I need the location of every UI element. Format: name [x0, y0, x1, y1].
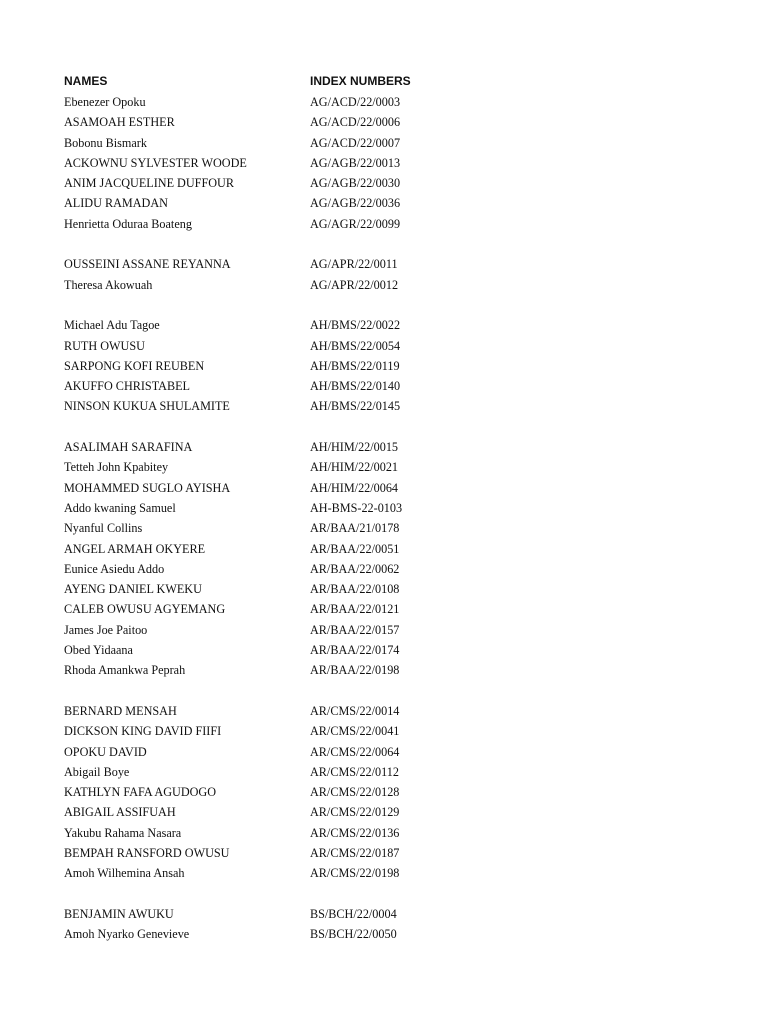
index-number: AR/CMS/22/0041: [310, 724, 400, 739]
student-name: RUTH OWUSU: [64, 338, 145, 353]
student-name: AYENG DANIEL KWEKU: [64, 582, 202, 597]
index-number: AR/CMS/22/0014: [310, 703, 400, 718]
index-number: AR/CMS/22/0064: [310, 744, 400, 759]
student-name: Abigail Boye: [64, 764, 130, 779]
student-name: NINSON KUKUA SHULAMITE: [64, 399, 230, 414]
index-number: AH/BMS/22/0022: [310, 318, 401, 333]
table-row: [64, 92, 584, 112]
table-row: [64, 356, 584, 376]
table-row: [64, 599, 584, 619]
group-spacer: [64, 234, 584, 254]
student-name: Amoh Nyarko Genevieve: [64, 927, 190, 942]
student-list: [64, 92, 584, 944]
student-name: Henrietta Oduraa Boateng: [64, 216, 192, 231]
index-number: AH/BMS/22/0140: [310, 379, 401, 394]
table-row: [64, 579, 584, 599]
table-row: [64, 904, 584, 924]
index-number: AR/BAA/22/0062: [310, 561, 400, 576]
index-number: AR/CMS/22/0187: [310, 845, 400, 860]
table-row: [64, 518, 584, 538]
student-name: Rhoda Amankwa Peprah: [64, 663, 186, 678]
table-row: [64, 823, 584, 843]
table-row: [64, 133, 584, 153]
index-number: AR/CMS/22/0198: [310, 866, 400, 881]
table-row: [64, 559, 584, 579]
student-name: Theresa Akowuah: [64, 277, 153, 292]
table-row: [64, 336, 584, 356]
table-row: [64, 701, 584, 721]
table-row: [64, 802, 584, 822]
index-number: AR/BAA/22/0157: [310, 622, 400, 637]
table-row: [64, 721, 584, 741]
student-name: ACKOWNU SYLVESTER WOODE: [64, 155, 247, 170]
student-name: MOHAMMED SUGLO AYISHA: [64, 480, 231, 495]
student-name: BENJAMIN AWUKU: [64, 906, 174, 921]
student-name: Tetteh John Kpabitey: [64, 460, 169, 475]
table-row: [64, 478, 584, 498]
table-row: [64, 863, 584, 883]
group-spacer: [64, 681, 584, 701]
student-name: BERNARD MENSAH: [64, 703, 177, 718]
student-name: Eunice Asiedu Addo: [64, 561, 165, 576]
table-row: [64, 742, 584, 762]
table-row: [64, 315, 584, 335]
student-name: ALIDU RAMADAN: [64, 196, 168, 211]
student-name: Obed Yidaana: [64, 643, 133, 658]
student-name: ANGEL ARMAH OKYERE: [64, 541, 206, 556]
index-number: AG/AGB/22/0013: [310, 155, 401, 170]
table-row: [64, 437, 584, 457]
table-row: [64, 843, 584, 863]
student-name: KATHLYN FAFA AGUDOGO: [64, 785, 217, 800]
table-row: [64, 193, 584, 213]
table-row: [64, 660, 584, 680]
table-row: [64, 762, 584, 782]
student-name: OUSSEINI ASSANE REYANNA: [64, 257, 231, 272]
index-number: AR/BAA/21/0178: [310, 521, 400, 536]
table-header: [64, 72, 584, 90]
index-numbers-column-header: INDEX NUMBERS: [310, 74, 411, 88]
index-number: AR/BAA/22/0121: [310, 602, 400, 617]
table-row: [64, 457, 584, 477]
student-name: ASAMOAH ESTHER: [64, 115, 175, 130]
table-row: [64, 173, 584, 193]
index-number: AH/BMS/22/0119: [310, 358, 400, 373]
index-number: AR/CMS/22/0136: [310, 825, 400, 840]
index-number: AH/HIM/22/0021: [310, 460, 399, 475]
table-row: [64, 112, 584, 132]
index-number: AG/APR/22/0011: [310, 257, 398, 272]
table-row: [64, 498, 584, 518]
group-spacer: [64, 417, 584, 437]
index-number: AR/CMS/22/0112: [310, 764, 399, 779]
table-row: [64, 539, 584, 559]
student-name: Amoh Wilhemina Ansah: [64, 866, 185, 881]
index-number: BS/BCH/22/0050: [310, 927, 397, 942]
index-number: AR/BAA/22/0108: [310, 582, 400, 597]
index-number: AG/AGB/22/0036: [310, 196, 401, 211]
student-name: Yakubu Rahama Nasara: [64, 825, 182, 840]
index-number: AG/AGB/22/0030: [310, 176, 401, 191]
index-number: AR/CMS/22/0129: [310, 805, 400, 820]
table-row: [64, 924, 584, 944]
index-number: AH/BMS/22/0145: [310, 399, 401, 414]
index-number: AG/AGR/22/0099: [310, 216, 401, 231]
index-number: AR/BAA/22/0174: [310, 643, 400, 658]
student-name: ASALIMAH SARAFINA: [64, 440, 193, 455]
index-number: AH-BMS-22-0103: [310, 500, 403, 515]
index-number: BS/BCH/22/0004: [310, 906, 397, 921]
student-name: CALEB OWUSU AGYEMANG: [64, 602, 226, 617]
table-row: [64, 376, 584, 396]
index-number: AR/BAA/22/0051: [310, 541, 400, 556]
table-row: [64, 640, 584, 660]
table-row: [64, 620, 584, 640]
table-row: [64, 254, 584, 274]
table-row: [64, 153, 584, 173]
student-name: BEMPAH RANSFORD OWUSU: [64, 845, 230, 860]
index-number: AG/ACD/22/0003: [310, 95, 401, 109]
student-name: AKUFFO CHRISTABEL: [64, 379, 190, 394]
student-name: ABIGAIL ASSIFUAH: [64, 805, 176, 820]
table-row: [64, 396, 584, 416]
group-spacer: [64, 884, 584, 904]
group-spacer: [64, 295, 584, 315]
student-name: ANIM JACQUELINE DUFFOUR: [64, 176, 234, 191]
index-number: AR/BAA/22/0198: [310, 663, 400, 678]
index-number: AH/HIM/22/0064: [310, 480, 399, 495]
student-name: Bobonu Bismark: [64, 135, 147, 150]
student-name: James Joe Paitoo: [64, 622, 148, 637]
table-row: [64, 782, 584, 802]
student-name: SARPONG KOFI REUBEN: [64, 358, 205, 373]
student-name: OPOKU DAVID: [64, 744, 147, 759]
index-number: AH/BMS/22/0054: [310, 338, 401, 353]
student-name: Nyanful Collins: [64, 521, 143, 536]
index-number: AH/HIM/22/0015: [310, 440, 399, 455]
table-row: [64, 214, 584, 234]
names-column-header: NAMES: [64, 74, 108, 88]
student-name: Addo kwaning Samuel: [64, 500, 176, 515]
index-number: AR/CMS/22/0128: [310, 785, 400, 800]
index-number: AG/ACD/22/0006: [310, 115, 401, 130]
index-number: AG/APR/22/0012: [310, 277, 399, 292]
table-row: [64, 275, 584, 295]
student-name: DICKSON KING DAVID FIIFI: [64, 724, 222, 739]
student-name: Michael Adu Tagoe: [64, 318, 160, 333]
index-number: AG/ACD/22/0007: [310, 135, 401, 150]
student-name: Ebenezer Opoku: [64, 95, 146, 109]
